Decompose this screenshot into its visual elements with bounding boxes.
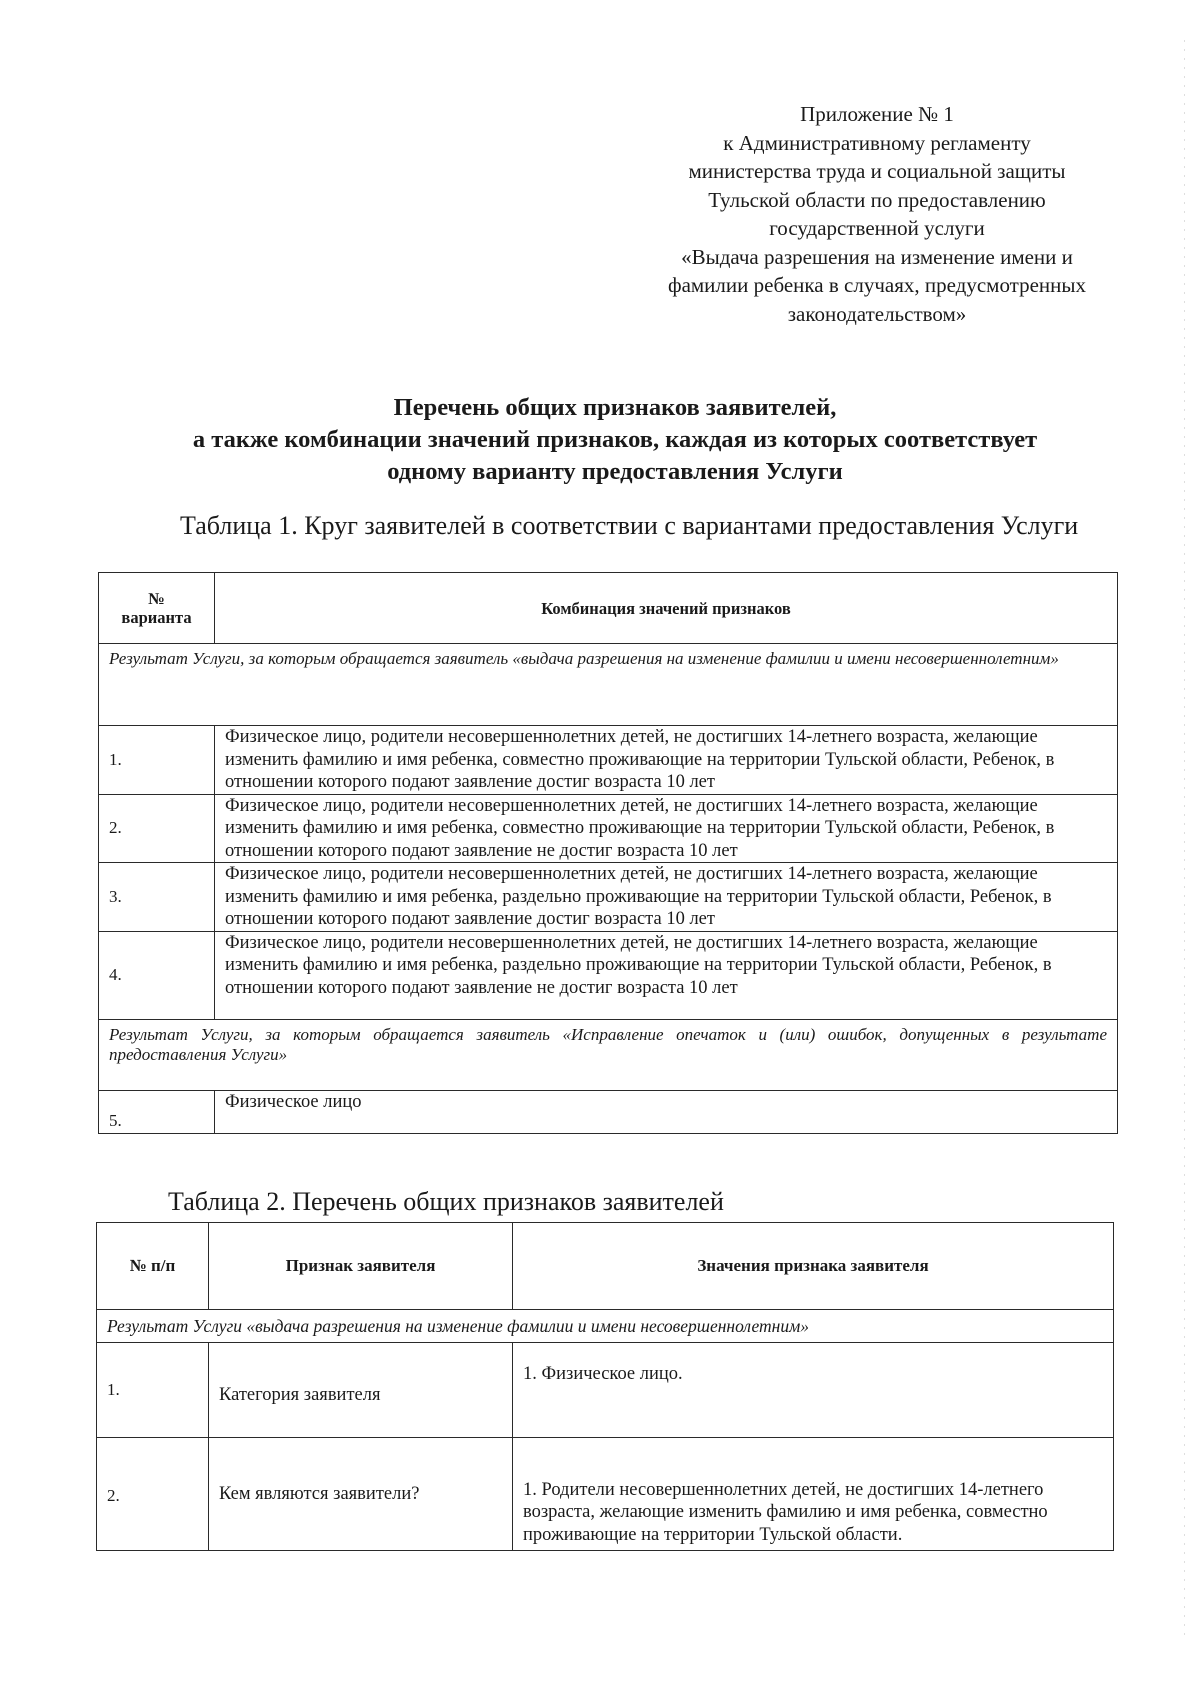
table1-section-row (99, 644, 1118, 726)
variant-combination: Физическое лицо, родители несовершеннолетних детей, не достигших 14-летнего возраста, желающие изменить фамилию и имя ребенка, раздельно проживающие на территории Тульской области, Ребенок, в отношении которого подают заявление достиг возраста 10 лет (215, 863, 1118, 932)
variant-number: 2. (99, 794, 215, 863)
table2-section-row (97, 1310, 1114, 1343)
table1-variants (98, 572, 1118, 1134)
appendix-line: Тульской области по предоставлению (708, 187, 1046, 212)
attribute-name: Категория заявителя (209, 1343, 513, 1438)
variant-combination: Физическое лицо, родители несовершеннолетних детей, не достигших 14-летнего возраста, желающие изменить фамилию и имя ребенка, раздельно проживающие на территории Тульской области, Ребенок, в отношении которого подают заявление не достиг возраста 10 лет (215, 931, 1118, 1019)
table-row (99, 931, 1118, 1019)
appendix-line: министерства труда и социальной защиты (688, 159, 1066, 183)
table1-header-num (99, 573, 215, 644)
table-row (97, 1343, 1114, 1438)
table2-header-attribute: Признак заявителя (209, 1223, 513, 1310)
table-row (99, 726, 1118, 795)
variant-combination: Физическое лицо, родители несовершеннолетних детей, не достигших 14-летнего возраста, желающие изменить фамилию и имя ребенка, совместно проживающие на территории Тульской области, Ребенок, в отношении которого подают заявление не достиг возраста 10 лет (215, 794, 1118, 863)
table1-header-row (99, 573, 1118, 644)
table2-attributes (96, 1222, 1114, 1551)
appendix-line: «Выдача разрешения на изменение имени и (681, 244, 1073, 269)
appendix-line: государственной услуги (769, 216, 985, 240)
title-line: а также комбинации значений признаков, каждая из которых соответствует (192, 426, 1038, 453)
table1-caption: Таблица 1. Круг заявителей в соответствии с вариантами предоставления Услуги (180, 511, 1079, 540)
variant-number: 5. (99, 1090, 215, 1133)
title-line: Перечень общих признаков заявителей, (393, 394, 837, 421)
header-num-label: варианта (121, 608, 192, 627)
table2-header-row (97, 1223, 1114, 1310)
scan-edge-artifact (1184, 40, 1185, 1640)
variant-combination: Физическое лицо (215, 1090, 1118, 1133)
table1-section-row (99, 1019, 1118, 1090)
table2-header-num: № п/п (97, 1223, 209, 1310)
table-row (99, 863, 1118, 932)
attribute-value: 1. Физическое лицо. (513, 1343, 1114, 1438)
table-row (97, 1438, 1114, 1551)
variant-number: 4. (99, 931, 215, 1019)
appendix-line: Приложение № 1 (800, 102, 954, 126)
table2-caption: Таблица 2. Перечень общих признаков заявителей (168, 1187, 724, 1216)
title-line: одному варианту предоставления Услуги (387, 458, 843, 485)
document-title (100, 392, 1130, 488)
table1-section2-text: Результат Услуги, за которым обращается заявитель «Исправление опечаток и (или) ошибок, допущенных в результате предоставления Услуги» (99, 1019, 1118, 1090)
table2-section-text: Результат Услуги «выдача разрешения на изменение фамилии и имени несовершеннолетним» (97, 1310, 1114, 1343)
header-num-symbol: № (148, 589, 165, 608)
table1-header-combination: Комбинация значений признаков (215, 573, 1118, 644)
appendix-line: законодательством» (787, 301, 967, 326)
table-row (99, 1090, 1118, 1133)
attribute-number: 2. (97, 1438, 209, 1551)
variant-combination: Физическое лицо, родители несовершеннолетних детей, не достигших 14-летнего возраста, желающие изменить фамилию и имя ребенка, совместно проживающие на территории Тульской области, Ребенок, в отношении которого подают заявление достиг возраста 10 лет (215, 726, 1118, 795)
attribute-name: Кем являются заявители? (209, 1438, 513, 1551)
table2-header-values: Значения признака заявителя (513, 1223, 1114, 1310)
appendix-line: фамилии ребенка в случаях, предусмотренных (667, 273, 1087, 297)
appendix-line: к Административному регламенту (723, 130, 1031, 155)
table1-section1-text: Результат Услуги, за которым обращается заявитель «выдача разрешения на изменение фамилии и имени несовершеннолетним» (99, 644, 1118, 726)
table-row (99, 794, 1118, 863)
attribute-value: 1. Родители несовершеннолетних детей, не достигших 14-летнего возраста, желающие изменить фамилию и имя ребенка, совместно проживающие на территории Тульской области. (513, 1438, 1114, 1551)
appendix-header (632, 100, 1122, 328)
variant-number: 3. (99, 863, 215, 932)
attribute-number: 1. (97, 1343, 209, 1438)
variant-number: 1. (99, 726, 215, 795)
